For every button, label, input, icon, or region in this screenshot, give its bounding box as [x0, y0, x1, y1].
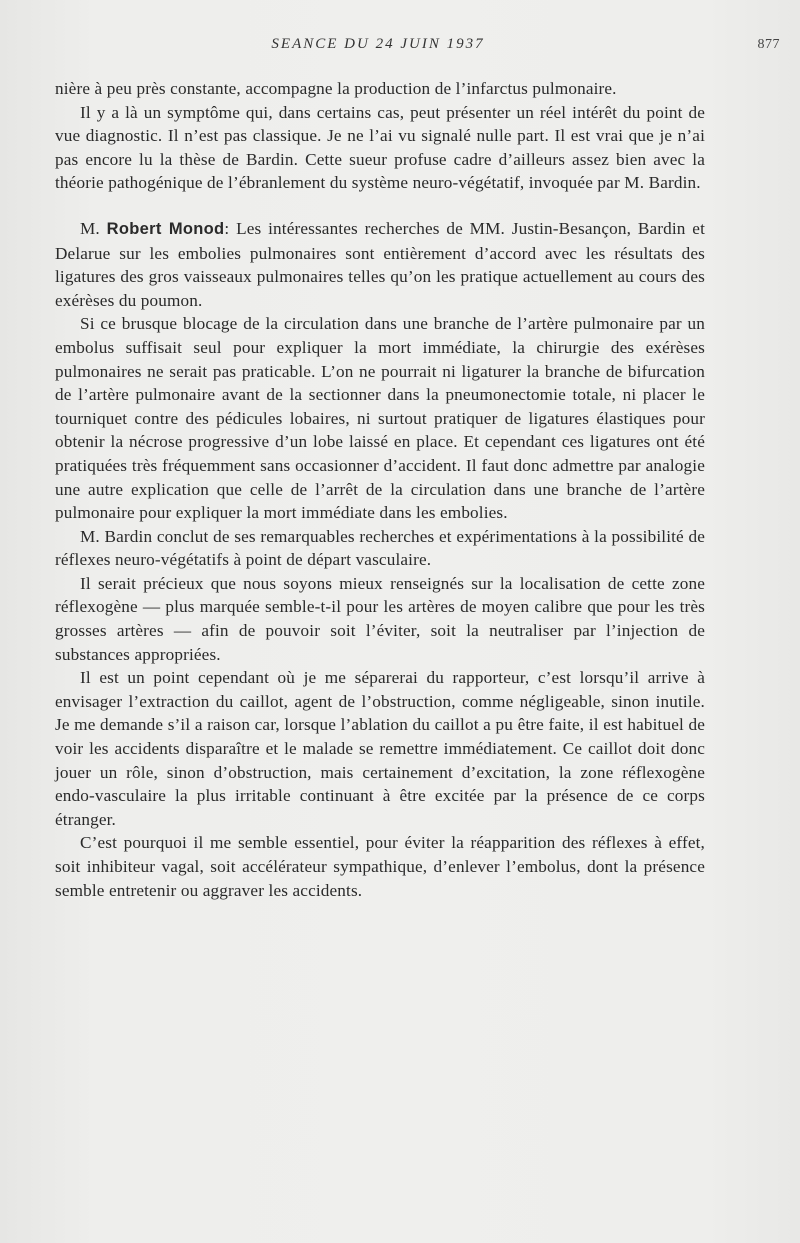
paragraph-clot-extraction: Il est un point cependant où je me séparerai du rapporteur, c’est lorsqu’il arrive à envisager l’extraction du caillot, agent de l’obstruction, comme négligeable, sinon inutile. Je me demande s’il a raison car, lorsque l’ablation du caillot a pu être faite, il est habituel de voir les accidents disparaître et le malade se remettre immédiatement. Ce caillot doit donc jouer un rôle, sinon d’obstruction, mais certainement d’excitation, la zone réflexogène endo-vasculaire la plus irritable continuant à être excitée par la présence de ce corps étranger.: [55, 668, 705, 829]
body-text: [55, 77, 705, 902]
paragraph-localisation: Il serait précieux que nous soyons mieux renseignés sur la localisation de cette zone réflexogène — plus marquée semble-t-il pour les artères de moyen calibre que pour les très grosses artères — afin de pouvoir soit l’éviter, soit la neutraliser par l’injection de substances appropriées.: [55, 573, 705, 664]
paragraph-conclusion: C’est pourquoi il me semble essentiel, pour éviter la réapparition des réflexes à effet, soit inhibiteur vagal, soit accélérateur sympathique, d’enlever l’embolus, dont la présence semble entretenir ou aggraver les accidents.: [55, 833, 705, 900]
paragraph-bardin-conclusion: M. Bardin conclut de ses remarquables recherches et expérimentations à la possibilité de réflexes neuro-végétatifs à point de départ vasculaire.: [55, 526, 705, 570]
paragraph-blockage: Si ce brusque blocage de la circulation dans une branche de l’artère pulmonaire par un embolus suffisait seul pour expliquer la mort immédiate, la chirurgie des exérèses pulmonaires ne serait pas praticable. L’on ne pourrait ni ligaturer la branche de bifurcation de l’artère pulmonaire avant de la sectionner dans la pneumonectomie totale, ni placer le tourniquet contre des pédicules lobaires, ni surtout pratiquer de ligatures élastiques pour obtenir la nécrose progressive d’un lobe laissé en place. Et cependant ces ligatures ont été pratiquées très fréquemment sans occasionner d’accident. Il faut donc admettre par analogie une autre explication que celle de l’arrêt de la circulation dans une branche de l’artère pulmonaire pour expliquer la mort immédiate dans les embolies.: [55, 314, 705, 523]
running-title: SEANCE DU 24 JUIN 1937: [271, 36, 485, 52]
page-number: 877: [757, 37, 780, 52]
speaker-name: Robert Monod: [106, 219, 225, 238]
speaker-prefix: M.: [80, 218, 107, 238]
paragraph-symptom: Il y a là un symptôme qui, dans certains cas, peut présenter un réel intérêt du point de vue diagnostic. Il n’est pas classique. Je ne l’ai vu signalé nulle part. Il est vrai que je n’ai pas encore lu la thèse de Bardin. Cette sueur profuse cadre d’ailleurs assez bien avec la théorie pathogénique de l’ébranlement du système neuro-végétatif, invoquée par M. Bardin.: [55, 102, 705, 193]
paragraph-continuation: nière à peu près constante, accompagne la production de l’infarctus pulmonaire.: [55, 79, 617, 98]
paragraph-monod-intro: [55, 217, 705, 312]
running-head: [0, 36, 800, 58]
speaker-statement: : Les intéressantes recherches de MM. Justin-Besançon, Bardin et Delarue sur les embolies pulmonaires sont entièrement d’accord avec les résultats des ligatures des gros vaisseaux pulmonaires telles qu’on les pratique actuellement au cours des exérèses du poumon.: [55, 218, 706, 310]
